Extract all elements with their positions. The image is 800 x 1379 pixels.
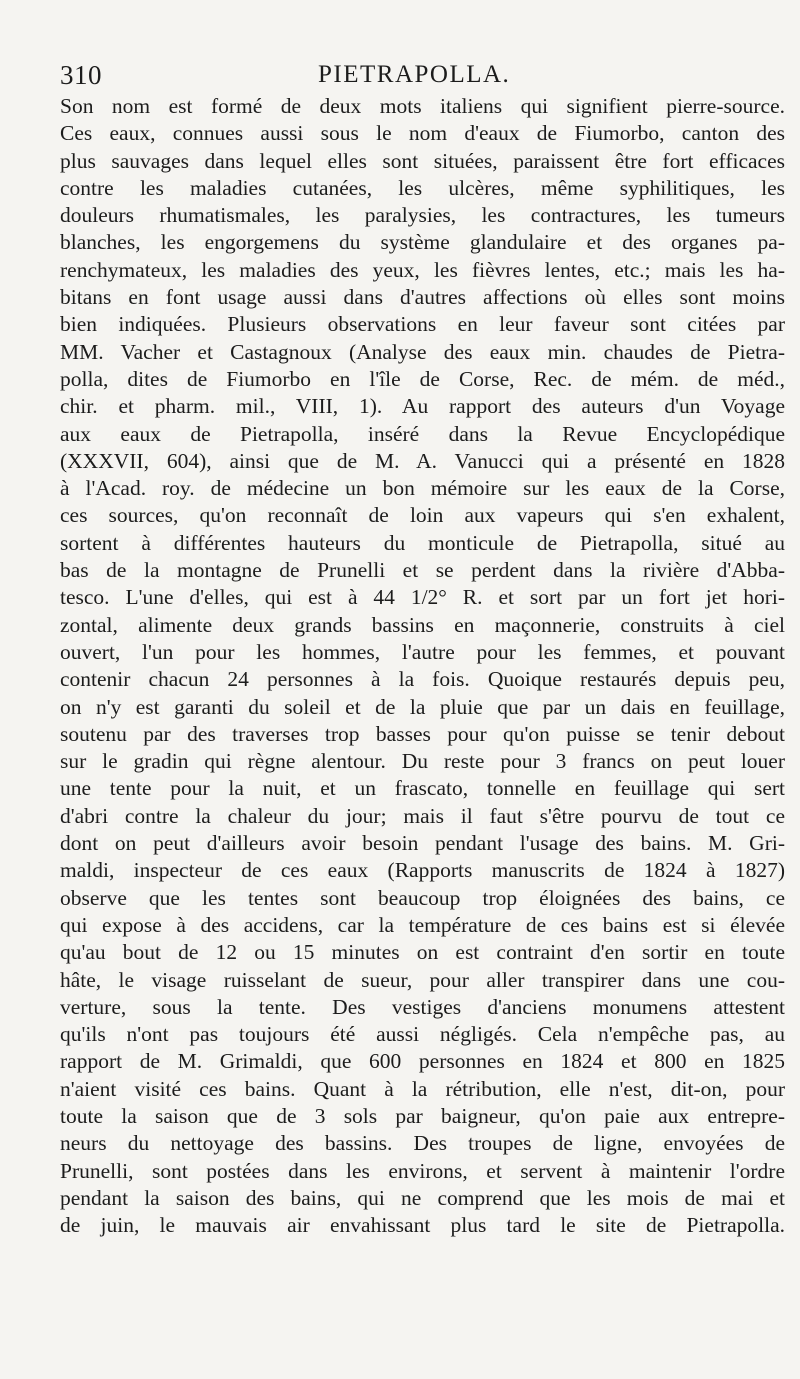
text-line: neurs du nettoyage des bassins. Des troupes de ligne, envoyées de [60,1131,785,1156]
text-line: observe que les tentes sont beaucoup trop éloignées des bains, ce [60,885,785,910]
text-line: Son nom est formé de deux mots italiens qui signifient pierre-source. [60,94,785,118]
text-line: toute la saison que de 3 sols par baigneur, qu'on paie aux entrepre- [60,1103,785,1128]
text-line: plus sauvages dans lequel elles sont situées, paraissent être fort efficaces [60,148,785,173]
text-line: bitans en font usage aussi dans d'autres affections où elles sont moins [60,285,785,310]
text-line: ouvert, l'un pour les hommes, l'autre pour les femmes, et pouvant [60,639,785,664]
text-line: MM. Vacher et Castagnoux (Analyse des eaux min. chaudes de Pietra- [60,339,785,364]
text-line: contre les maladies cutanées, les ulcères, même syphilitiques, les [60,175,785,200]
text-line: contenir chacun 24 personnes à la fois. Quoique restaurés depuis peu, [60,667,785,692]
text-line: Ces eaux, connues aussi sous le nom d'eaux de Fiumorbo, canton des [60,121,785,146]
text-line: pendant la saison des bains, qui ne comprend que les mois de mai et [60,1185,785,1210]
page-body-text [60,93,785,1239]
text-line: (XXXVII, 604), ainsi que de M. A. Vanucci qui a présenté en 1828 [60,448,785,473]
text-line: sur le gradin qui règne alentour. Du reste pour 3 francs on peut louer [60,749,785,774]
text-line: blanches, les engorgemens du système glandulaire et des organes pa- [60,230,785,255]
text-line: tesco. L'une d'elles, qui est à 44 1/2° R. et sort par un fort jet hori- [60,585,785,610]
text-line: Prunelli, sont postées dans les environs, et servent à maintenir l'ordre [60,1158,785,1183]
text-line: à l'Acad. roy. de médecine un bon mémoire sur les eaux de la Corse, [60,476,785,501]
text-line: verture, sous la tente. Des vestiges d'anciens monumens attestent [60,994,785,1019]
running-head: PIETRAPOLLA. [318,61,511,88]
text-line: soutenu par des traverses trop basses pour qu'on puisse se tenir debout [60,721,785,746]
text-line: ces sources, qu'on reconnaît de loin aux vapeurs qui s'en exhalent, [60,503,785,528]
text-line: on n'y est garanti du soleil et de la pluie que par un dais en feuillage, [60,694,785,719]
text-line: sortent à différentes hauteurs du monticule de Pietrapolla, situé au [60,530,785,555]
text-line: une tente pour la nuit, et un frascato, tonnelle en feuillage qui sert [60,776,785,801]
text-line: renchymateux, les maladies des yeux, les fièvres lentes, etc.; mais les ha- [60,257,785,282]
text-line: qui expose à des accidens, car la température de ces bains est si élevée [60,912,785,937]
page-number: 310 [60,60,102,90]
text-line: bien indiquées. Plusieurs observations en leur faveur sont citées par [60,312,785,337]
text-line: d'abri contre la chaleur du jour; mais il faut s'être pourvu de tout ce [60,803,785,828]
page-header [60,58,785,92]
text-line: polla, dites de Fiumorbo en l'île de Corse, Rec. de mém. de méd., [60,366,785,391]
text-line: qu'au bout de 12 ou 15 minutes on est contraint d'en sortir en toute [60,940,785,965]
text-line: bas de la montagne de Prunelli et se perdent dans la rivière d'Abba- [60,558,785,583]
text-line: n'aient visité ces bains. Quant à la rétribution, elle n'est, dit-on, pour [60,1076,785,1101]
text-line: qu'ils n'ont pas toujours été aussi négligés. Cela n'empêche pas, au [60,1022,785,1047]
text-line: rapport de M. Grimaldi, que 600 personnes en 1824 et 800 en 1825 [60,1049,785,1074]
text-line: maldi, inspecteur de ces eaux (Rapports manuscrits de 1824 à 1827) [60,858,785,883]
text-line: hâte, le visage ruisselant de sueur, pour aller transpirer dans une cou- [60,967,785,992]
text-line: dont on peut d'ailleurs avoir besoin pendant l'usage des bains. M. Gri- [60,831,785,856]
text-line: aux eaux de Pietrapolla, inséré dans la Revue Encyclopédique [60,421,785,446]
text-line: zontal, alimente deux grands bassins en maçonnerie, construits à ciel [60,612,785,637]
text-line: chir. et pharm. mil., VIII, 1). Au rapport des auteurs d'un Voyage [60,394,785,419]
text-line: de juin, le mauvais air envahissant plus tard le site de Pietrapolla. [60,1213,785,1238]
text-line: douleurs rhumatismales, les paralysies, les contractures, les tumeurs [60,203,785,228]
